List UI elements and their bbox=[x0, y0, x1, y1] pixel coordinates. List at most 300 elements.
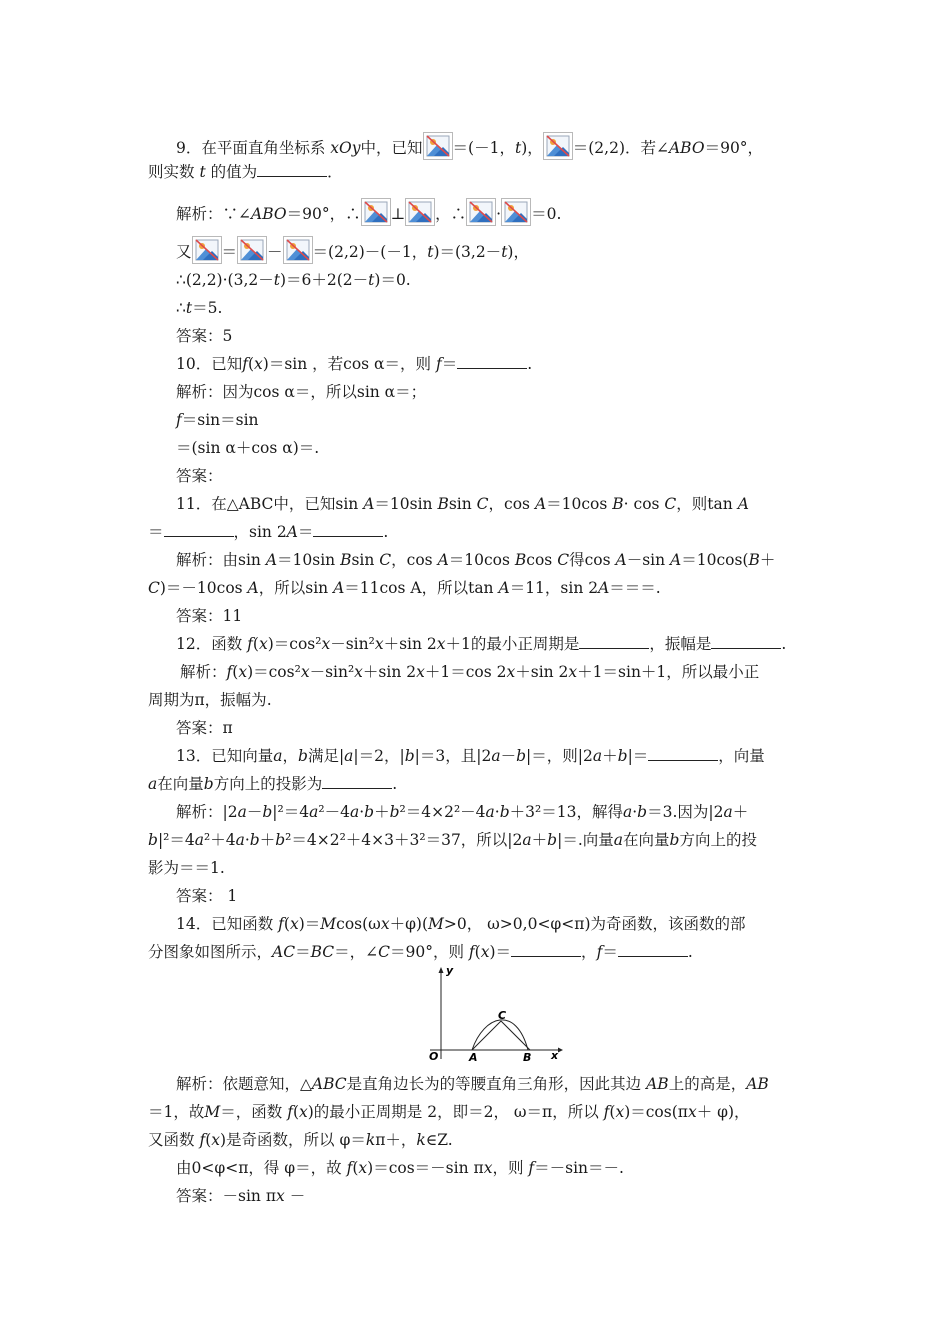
text-run: ＋ bbox=[259, 831, 276, 849]
math-variable: a bbox=[723, 803, 733, 821]
math-variable: t bbox=[501, 243, 508, 261]
text-run: 满足| bbox=[307, 747, 345, 765]
math-variable: A bbox=[333, 579, 345, 597]
text-run: －sin bbox=[626, 551, 671, 569]
text-run: 方向上的投 bbox=[679, 831, 757, 849]
vec-image-icon bbox=[501, 198, 531, 226]
math-variable: M bbox=[428, 915, 444, 933]
text-run: ＝10sin bbox=[277, 551, 341, 569]
text-run: ( bbox=[252, 635, 259, 653]
label-b: B bbox=[523, 1051, 532, 1061]
text-run: 答案：11 bbox=[176, 607, 243, 625]
math-variable: b bbox=[262, 803, 273, 821]
math-variable: B bbox=[748, 551, 760, 569]
text-run: ， bbox=[282, 747, 298, 765]
text-run: . bbox=[687, 943, 693, 961]
text-line-l6 bbox=[176, 298, 836, 318]
text-run: ，则tan bbox=[676, 495, 738, 513]
text-run: cos(ω bbox=[336, 915, 381, 933]
text-run: sin bbox=[351, 551, 380, 569]
text-run: )＝0. bbox=[374, 271, 411, 289]
math-variable: x bbox=[258, 635, 268, 653]
text-run: . bbox=[383, 523, 389, 541]
text-run: >0， ω>0,0<φ<π)为奇函数，该函数的部 bbox=[443, 915, 746, 933]
answer-blank bbox=[511, 942, 581, 957]
math-variable: C bbox=[378, 943, 391, 961]
text-run: · cos bbox=[623, 495, 665, 513]
math-variable: a bbox=[273, 747, 283, 765]
math-variable: b bbox=[389, 803, 400, 821]
text-line-l25 bbox=[148, 830, 808, 850]
math-variable: a bbox=[235, 831, 245, 849]
text-run: 9．在平面直角坐标系 bbox=[176, 139, 331, 157]
text-run: ＝ bbox=[148, 523, 164, 541]
math-variable: t bbox=[185, 299, 193, 317]
text-run: ，向量 bbox=[718, 747, 765, 765]
math-variable: A bbox=[498, 579, 510, 597]
label-o: O bbox=[429, 1050, 439, 1061]
math-variable: b bbox=[275, 831, 286, 849]
text-line-l4 bbox=[176, 236, 836, 264]
text-run: ( bbox=[232, 663, 239, 681]
text-run: ， bbox=[581, 943, 597, 961]
math-variable: t bbox=[273, 271, 280, 289]
text-run: )， bbox=[521, 139, 543, 157]
text-run: ＝10cos bbox=[448, 551, 515, 569]
text-run: 在向量 bbox=[157, 775, 204, 793]
text-line-l23 bbox=[148, 774, 808, 794]
text-run: )＝(3,2－ bbox=[433, 243, 502, 261]
math-variable: B bbox=[437, 495, 449, 513]
text-run: ，所以sin bbox=[258, 579, 334, 597]
math-variable: f bbox=[278, 915, 284, 933]
text-run: ( bbox=[609, 1103, 616, 1121]
math-variable: AB bbox=[646, 1075, 669, 1093]
math-variable: C bbox=[379, 551, 392, 569]
text-run: 的值为 bbox=[205, 163, 258, 181]
math-variable: B bbox=[514, 551, 527, 569]
math-variable: b bbox=[516, 747, 527, 765]
text-run: ＋ bbox=[531, 831, 548, 849]
text-run: 中，已知 bbox=[360, 139, 423, 157]
text-run: 11．在△ABC中，已知sin bbox=[176, 495, 364, 513]
label-a: A bbox=[469, 1051, 478, 1061]
math-variable: x bbox=[211, 1131, 220, 1149]
text-run: ＝0. bbox=[531, 205, 562, 223]
text-line-l24 bbox=[176, 802, 836, 822]
text-run: ( bbox=[283, 915, 290, 933]
text-run: π＋， bbox=[375, 1131, 417, 1149]
text-line-l11 bbox=[176, 438, 836, 458]
text-run: 10．已知 bbox=[176, 355, 243, 373]
text-run: ²－4 bbox=[318, 803, 350, 821]
text-run: 方向上的投影为 bbox=[213, 775, 323, 793]
text-run: ( bbox=[247, 355, 255, 373]
math-variable: f bbox=[287, 1103, 293, 1121]
text-run: ＝(sin α＋cos α)＝. bbox=[176, 439, 320, 457]
math-variable: x bbox=[299, 1103, 308, 1121]
math-variable: a bbox=[349, 803, 360, 821]
text-run: ＋3²＝13，解得 bbox=[509, 803, 623, 821]
answer-blank bbox=[457, 354, 527, 369]
text-run: . bbox=[527, 355, 533, 373]
label-x: x bbox=[551, 1049, 559, 1061]
text-line-l34 bbox=[176, 1186, 836, 1206]
text-run: ＝10cos bbox=[546, 495, 613, 513]
text-run: ＝11cos A，所以tan bbox=[344, 579, 499, 597]
math-variable: a bbox=[613, 831, 623, 849]
text-run: ＝ bbox=[221, 243, 238, 261]
vec-image-icon bbox=[192, 236, 222, 264]
text-run: ＋1＝sin＋1，所以最小正 bbox=[577, 663, 760, 681]
text-run: 解析： bbox=[180, 663, 227, 681]
text-line-l31 bbox=[148, 1102, 808, 1122]
text-run: )＝ bbox=[489, 943, 512, 961]
text-run: ＋φ)( bbox=[389, 915, 429, 933]
text-run: 解析：因为cos α＝，所以sin α＝； bbox=[176, 383, 427, 401]
text-run: － bbox=[246, 803, 263, 821]
math-variable: ABO bbox=[668, 139, 705, 157]
answer-blank bbox=[313, 522, 383, 537]
vec-image-icon bbox=[237, 236, 267, 264]
text-run: ． bbox=[327, 163, 343, 181]
text-run: ( bbox=[292, 1103, 299, 1121]
text-run: ＋1的最小正周期是 bbox=[445, 635, 580, 653]
math-variable: a bbox=[344, 747, 354, 765]
math-variable: AC bbox=[272, 943, 296, 961]
text-run: － bbox=[284, 1187, 306, 1205]
text-run: ∴ bbox=[176, 299, 186, 317]
text-run: 解析：依题意知，△ bbox=[176, 1075, 312, 1093]
text-run: 得cos bbox=[569, 551, 616, 569]
answer-blank bbox=[257, 162, 327, 177]
text-run: ＝(2,2)．若∠ bbox=[572, 139, 669, 157]
math-variable: x bbox=[289, 915, 299, 933]
math-variable: x bbox=[416, 663, 425, 681]
math-variable: t bbox=[514, 139, 522, 157]
text-run: ( bbox=[205, 1131, 212, 1149]
math-variable: A bbox=[363, 495, 375, 513]
math-variable: x bbox=[254, 355, 263, 373]
math-variable: t bbox=[368, 271, 375, 289]
text-run: · bbox=[496, 205, 502, 223]
text-line-l19 bbox=[180, 662, 840, 682]
text-run: － bbox=[267, 243, 283, 261]
math-variable: f bbox=[247, 635, 253, 653]
text-run: )的最小正周期是 2，即＝2， ω＝π，所以 bbox=[307, 1103, 604, 1121]
math-variable: x bbox=[380, 915, 390, 933]
text-run: ＝(－1， bbox=[452, 139, 515, 157]
math-variable: b bbox=[249, 831, 260, 849]
label-y: y bbox=[446, 964, 454, 977]
text-line-l17 bbox=[176, 606, 836, 626]
math-variable: x bbox=[358, 1159, 368, 1177]
text-run: |＝2，| bbox=[353, 747, 405, 765]
text-run: 解析：∵∠ bbox=[176, 205, 251, 223]
text-run: －sin² bbox=[330, 635, 375, 653]
text-run: |＝3，且|2 bbox=[414, 747, 492, 765]
math-variable: BC bbox=[310, 943, 335, 961]
math-variable: x bbox=[506, 663, 516, 681]
math-variable: f bbox=[468, 943, 475, 961]
math-variable: C bbox=[148, 579, 160, 597]
text-run: 答案：π bbox=[176, 719, 233, 737]
text-line-l28 bbox=[176, 914, 836, 934]
text-run: ＋ bbox=[602, 747, 618, 765]
text-run: 答案：5 bbox=[176, 327, 233, 345]
text-run: )＝cos(π bbox=[624, 1103, 688, 1121]
text-run: 则实数 bbox=[148, 163, 200, 181]
text-line-l13 bbox=[176, 494, 836, 514]
math-variable: A bbox=[265, 551, 278, 569]
math-variable: x bbox=[321, 635, 331, 653]
answer-blank bbox=[648, 746, 718, 761]
text-line-l7 bbox=[176, 326, 836, 346]
math-variable: M bbox=[320, 915, 337, 933]
text-run: sin bbox=[448, 495, 477, 513]
text-run: ＝1，故 bbox=[148, 1103, 205, 1121]
text-run: ，cos bbox=[488, 495, 535, 513]
math-variable: f bbox=[242, 355, 248, 373]
text-run: 是直角边长为的等腰直角三角形，因此其边 bbox=[346, 1075, 647, 1093]
math-variable: x bbox=[687, 1103, 697, 1121]
text-run: ＋sin 2 bbox=[383, 635, 437, 653]
math-variable: A bbox=[534, 495, 547, 513]
text-run: ＝11，sin 2 bbox=[509, 579, 599, 597]
math-variable: k bbox=[416, 1131, 426, 1149]
math-variable: ABO bbox=[251, 205, 287, 223]
text-run: ＝ bbox=[297, 523, 314, 541]
text-run: ＝3.因为|2 bbox=[647, 803, 724, 821]
text-run: . bbox=[781, 635, 787, 653]
math-variable: b bbox=[404, 747, 415, 765]
text-run: ＝－sin＝－. bbox=[534, 1159, 624, 1177]
math-variable: a bbox=[194, 831, 204, 849]
answer-blank bbox=[711, 634, 781, 649]
text-run: ＋1＝cos 2 bbox=[424, 663, 507, 681]
math-variable: A bbox=[615, 551, 627, 569]
math-variable: b bbox=[364, 803, 375, 821]
math-variable: f bbox=[199, 1131, 206, 1149]
text-line-l27 bbox=[176, 886, 836, 906]
text-run: 答案：－sin π bbox=[176, 1187, 277, 1205]
text-line-l1 bbox=[176, 132, 836, 160]
math-variable: f bbox=[346, 1159, 353, 1177]
text-run: ＝(2,2)－(－1， bbox=[312, 243, 428, 261]
text-run: 在向量 bbox=[623, 831, 670, 849]
math-variable: a bbox=[148, 775, 158, 793]
answer-blank bbox=[579, 634, 649, 649]
text-run: |＝ bbox=[627, 747, 649, 765]
math-variable: A bbox=[247, 579, 259, 597]
math-variable: b bbox=[637, 803, 648, 821]
text-run: 12．函数 bbox=[176, 635, 248, 653]
text-run: |＝，则|2 bbox=[526, 747, 593, 765]
text-run: 解析：|2 bbox=[176, 803, 238, 821]
math-variable: x bbox=[483, 1159, 493, 1177]
text-run: ＋ bbox=[374, 803, 390, 821]
text-run: ，cos bbox=[391, 551, 438, 569]
text-run: 上的高是， bbox=[668, 1075, 747, 1093]
math-variable: x bbox=[615, 1103, 625, 1121]
math-variable: b bbox=[298, 747, 308, 765]
text-run: ，振幅是 bbox=[649, 635, 712, 653]
text-run: ＝5. bbox=[192, 299, 223, 317]
text-run: |²＝4 bbox=[272, 803, 310, 821]
text-run: ＝10cos( bbox=[681, 551, 749, 569]
text-run: )＝6＋2(2－ bbox=[279, 271, 369, 289]
text-run: ＝ bbox=[602, 943, 618, 961]
math-variable: M bbox=[204, 1103, 221, 1121]
text-run: 答案： bbox=[176, 467, 223, 485]
text-run: 周期为π，振幅为. bbox=[148, 691, 272, 709]
function-graph-figure bbox=[420, 963, 570, 1061]
vec-image-icon bbox=[423, 132, 453, 160]
text-run: )＝cos² bbox=[267, 635, 322, 653]
text-run: )＝－10cos bbox=[159, 579, 248, 597]
math-variable: x bbox=[276, 1187, 285, 1205]
text-run: )＝ bbox=[298, 915, 321, 933]
math-variable: f bbox=[603, 1103, 610, 1121]
text-line-l30 bbox=[176, 1074, 836, 1094]
math-variable: C bbox=[476, 495, 489, 513]
math-variable: xOy bbox=[330, 139, 361, 157]
math-variable: ABC bbox=[311, 1075, 347, 1093]
math-variable: f bbox=[226, 663, 233, 681]
math-variable: x bbox=[354, 663, 363, 681]
text-run: ²＝4×2²－4 bbox=[399, 803, 486, 821]
math-variable: f bbox=[435, 355, 442, 373]
text-run: ＝ bbox=[295, 943, 311, 961]
text-run: ²＋4 bbox=[204, 831, 236, 849]
text-run: 解析：由sin bbox=[176, 551, 266, 569]
text-run: － bbox=[500, 747, 517, 765]
text-run: ＝＝＝. bbox=[609, 579, 661, 597]
text-line-l8 bbox=[176, 354, 836, 374]
text-run: )＝sin ，若cos α＝，则 bbox=[262, 355, 436, 373]
text-run: ＋ φ)， bbox=[696, 1103, 750, 1121]
text-line-l20 bbox=[148, 690, 808, 710]
math-variable: b bbox=[148, 831, 158, 849]
math-variable: x bbox=[568, 663, 578, 681]
vec-image-icon bbox=[283, 236, 313, 264]
text-run: ( bbox=[474, 943, 481, 961]
text-run: ＝，函数 bbox=[220, 1103, 288, 1121]
label-c: C bbox=[498, 1009, 507, 1022]
text-run: －sin² bbox=[309, 663, 355, 681]
text-line-l22 bbox=[176, 746, 836, 766]
text-run: )， bbox=[507, 243, 529, 261]
text-line-l26 bbox=[148, 858, 808, 878]
text-run: · bbox=[244, 831, 250, 849]
segment-ac bbox=[472, 1021, 501, 1050]
vec-image-icon bbox=[466, 198, 496, 226]
math-variable: b bbox=[499, 803, 510, 821]
text-run: 14．已知函数 bbox=[176, 915, 279, 933]
text-line-l14 bbox=[148, 522, 808, 542]
text-run: |²＝4 bbox=[157, 831, 195, 849]
text-run: )＝cos² bbox=[247, 663, 301, 681]
answer-blank bbox=[164, 522, 234, 537]
math-variable: x bbox=[374, 635, 384, 653]
text-line-l29 bbox=[148, 942, 808, 962]
text-run: 影为＝＝1. bbox=[148, 859, 225, 877]
sine-curve bbox=[472, 1020, 528, 1050]
vec-image-icon bbox=[405, 198, 435, 226]
text-run: ⊥ bbox=[390, 205, 406, 223]
text-run: · bbox=[494, 803, 500, 821]
text-line-l16 bbox=[148, 578, 808, 598]
text-run: ，则 bbox=[492, 1159, 529, 1177]
text-run: ＋ bbox=[759, 551, 776, 569]
math-variable: k bbox=[365, 1131, 376, 1149]
math-variable: f bbox=[596, 943, 603, 961]
math-variable: a bbox=[622, 803, 633, 821]
text-run: ＝sin＝sin bbox=[181, 411, 259, 429]
answer-blank bbox=[618, 942, 688, 957]
math-variable: t bbox=[199, 163, 206, 181]
text-run: cos bbox=[526, 551, 558, 569]
text-line-l32 bbox=[148, 1130, 808, 1150]
math-variable: a bbox=[491, 747, 501, 765]
math-variable: A bbox=[598, 579, 610, 597]
text-line-l15 bbox=[176, 550, 836, 570]
math-variable: A bbox=[737, 495, 749, 513]
math-variable: a bbox=[309, 803, 319, 821]
text-line-l21 bbox=[176, 718, 836, 738]
text-line-l18 bbox=[176, 634, 836, 654]
text-run: ＋sin 2 bbox=[515, 663, 569, 681]
text-run: 分图象如图所示， bbox=[148, 943, 273, 961]
math-variable: a bbox=[592, 747, 603, 765]
math-variable: A bbox=[670, 551, 682, 569]
text-run: 又函数 bbox=[148, 1131, 200, 1149]
text-run: ＝ bbox=[441, 355, 458, 373]
text-run: ＝90°，∴ bbox=[286, 205, 361, 223]
math-variable: AB bbox=[746, 1075, 769, 1093]
math-variable: C bbox=[664, 495, 677, 513]
math-variable: a bbox=[522, 831, 532, 849]
text-run: ＝10sin bbox=[374, 495, 438, 513]
text-run: ＝，∠ bbox=[334, 943, 379, 961]
text-line-l5 bbox=[176, 270, 836, 290]
text-line-l2 bbox=[148, 162, 808, 182]
text-line-l3 bbox=[176, 198, 836, 226]
text-run: ∴(2,2)·(3,2－ bbox=[176, 271, 274, 289]
math-variable: x bbox=[300, 663, 310, 681]
math-variable: f bbox=[176, 411, 182, 429]
x-axis-arrow bbox=[558, 1048, 563, 1053]
text-run: ＋ bbox=[732, 803, 749, 821]
math-variable: b bbox=[203, 775, 214, 793]
text-run: 又 bbox=[176, 243, 192, 261]
math-variable: f bbox=[528, 1159, 535, 1177]
answer-blank bbox=[322, 774, 392, 789]
math-variable: x bbox=[436, 635, 446, 653]
text-run: . bbox=[392, 775, 398, 793]
math-variable: t bbox=[427, 243, 434, 261]
text-line-l10 bbox=[176, 410, 836, 430]
text-run: · bbox=[632, 803, 638, 821]
math-variable: b bbox=[669, 831, 680, 849]
vec-image-icon bbox=[361, 198, 391, 226]
math-variable: C bbox=[557, 551, 570, 569]
text-run: ＋sin 2 bbox=[362, 663, 417, 681]
math-variable: x bbox=[480, 943, 490, 961]
math-variable: B bbox=[612, 495, 624, 513]
text-run: )是奇函数，所以 φ＝ bbox=[220, 1131, 366, 1149]
y-axis-arrow bbox=[439, 967, 444, 973]
